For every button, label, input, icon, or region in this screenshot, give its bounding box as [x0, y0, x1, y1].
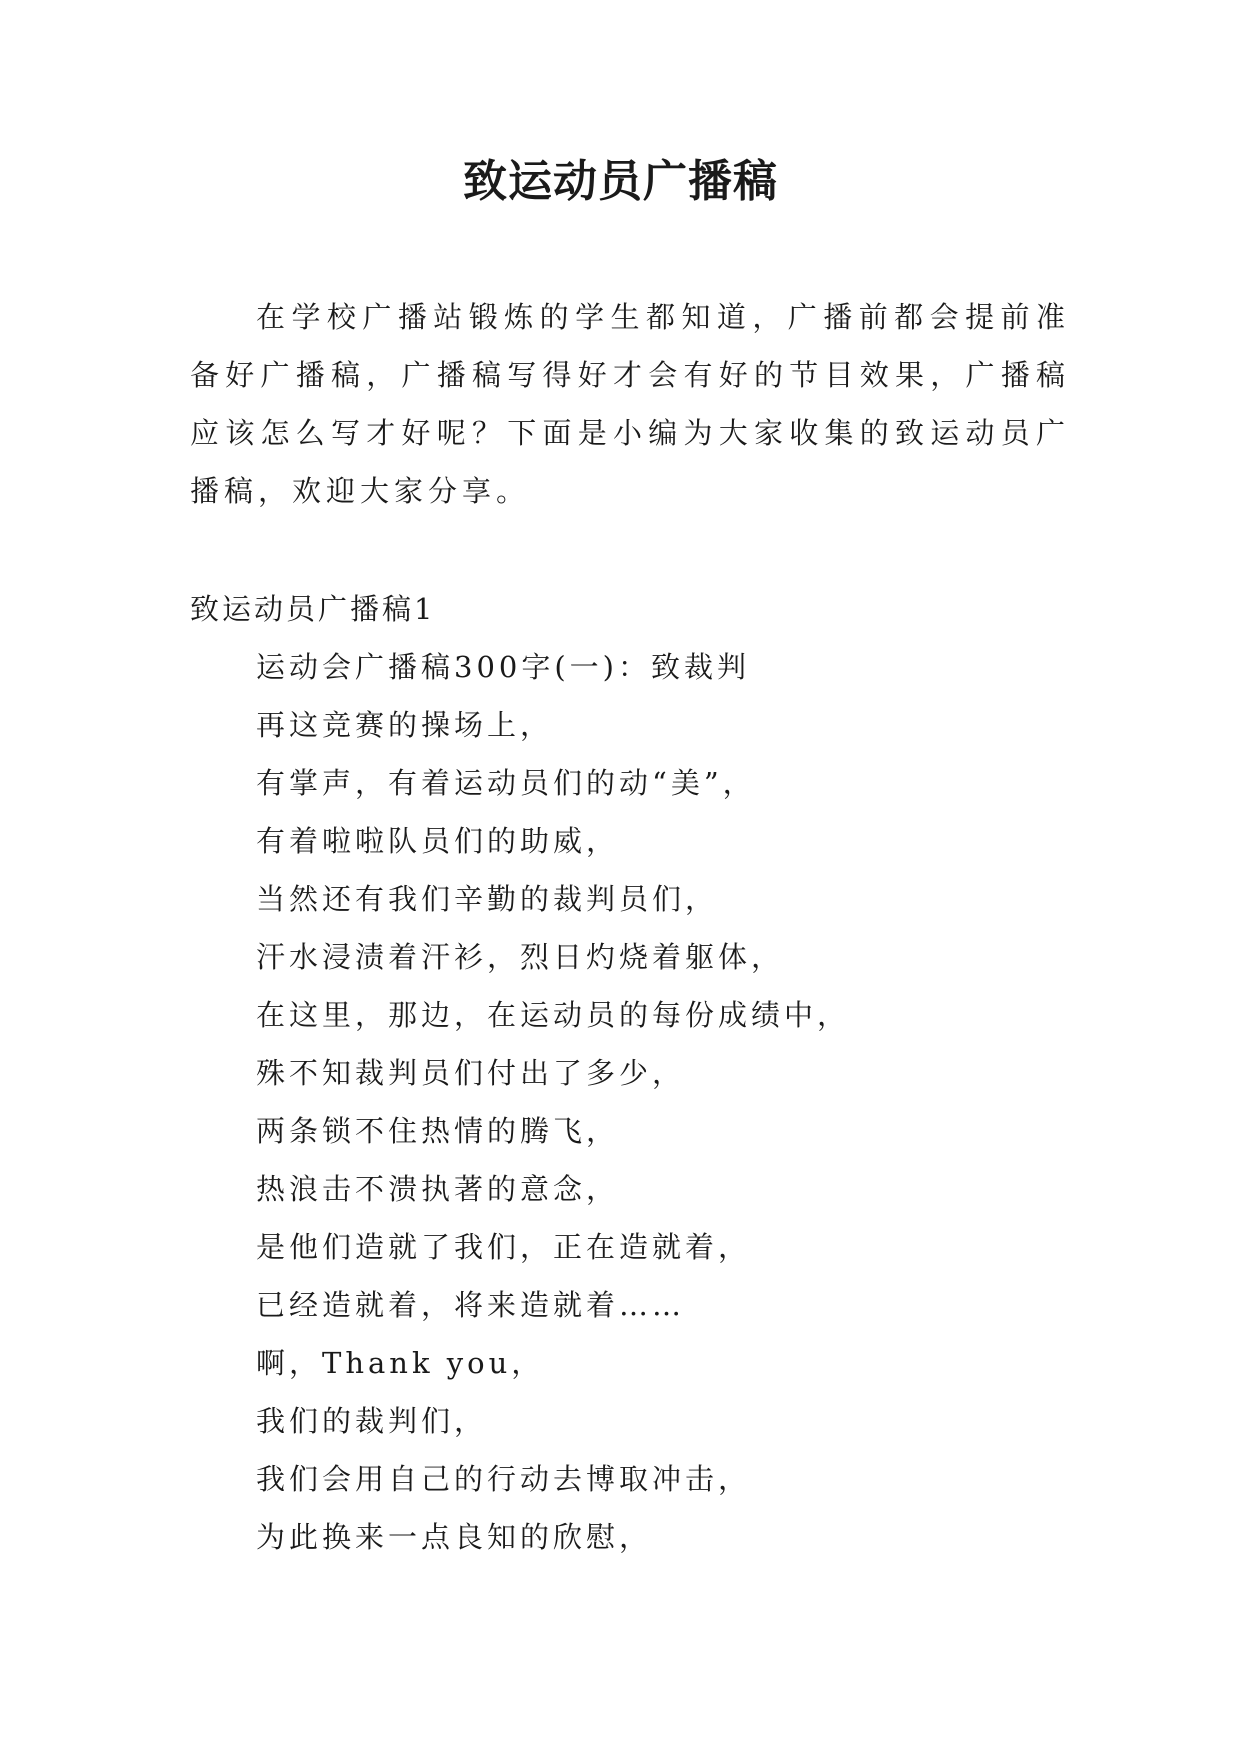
poem-line: 汗水浸渍着汗衫，烈日灼烧着躯体， — [256, 940, 785, 974]
poem-line: 啊，Thank you， — [256, 1346, 545, 1380]
poem-line: 有掌声，有着运动员们的动“美”， — [256, 766, 756, 800]
poem-line: 在这里，那边，在运动员的每份成绩中， — [256, 998, 851, 1032]
intro-paragraph: 在学校广播站锻炼的学生都知道，广播前都会提前准备好广播稿，广播稿写得好才会有好的节目效果，广播稿应该怎么写才好呢？下面是小编为大家收集的致运动员广播稿，欢迎大家分享。 — [190, 300, 1070, 508]
poem-line: 已经造就着，将来造就着…… — [256, 1288, 686, 1322]
poem-line: 热浪击不溃执著的意念， — [256, 1172, 620, 1206]
poem-line: 为此换来一点良知的欣慰， — [256, 1520, 653, 1554]
poem-line: 殊不知裁判员们付出了多少， — [256, 1056, 686, 1090]
poem-line: 我们会用自己的行动去博取冲击， — [256, 1462, 752, 1496]
document-title: 致运动员广播稿 — [463, 156, 778, 207]
poem-line: 我们的裁判们， — [256, 1404, 488, 1438]
poem-line: 有着啦啦队员们的助威， — [256, 824, 620, 858]
poem-line: 当然还有我们辛勤的裁判员们， — [256, 882, 719, 916]
poem-lines — [256, 638, 850, 1566]
poem-line: 是他们造就了我们，正在造就着， — [256, 1230, 752, 1264]
poem-line: 两条锁不住热情的腾飞， — [256, 1114, 620, 1148]
poem-line: 运动会广播稿300字(一)：致裁判 — [256, 650, 750, 684]
poem-line: 再这竞赛的操场上， — [256, 708, 554, 742]
section-heading: 致运动员广播稿1 — [190, 592, 436, 626]
